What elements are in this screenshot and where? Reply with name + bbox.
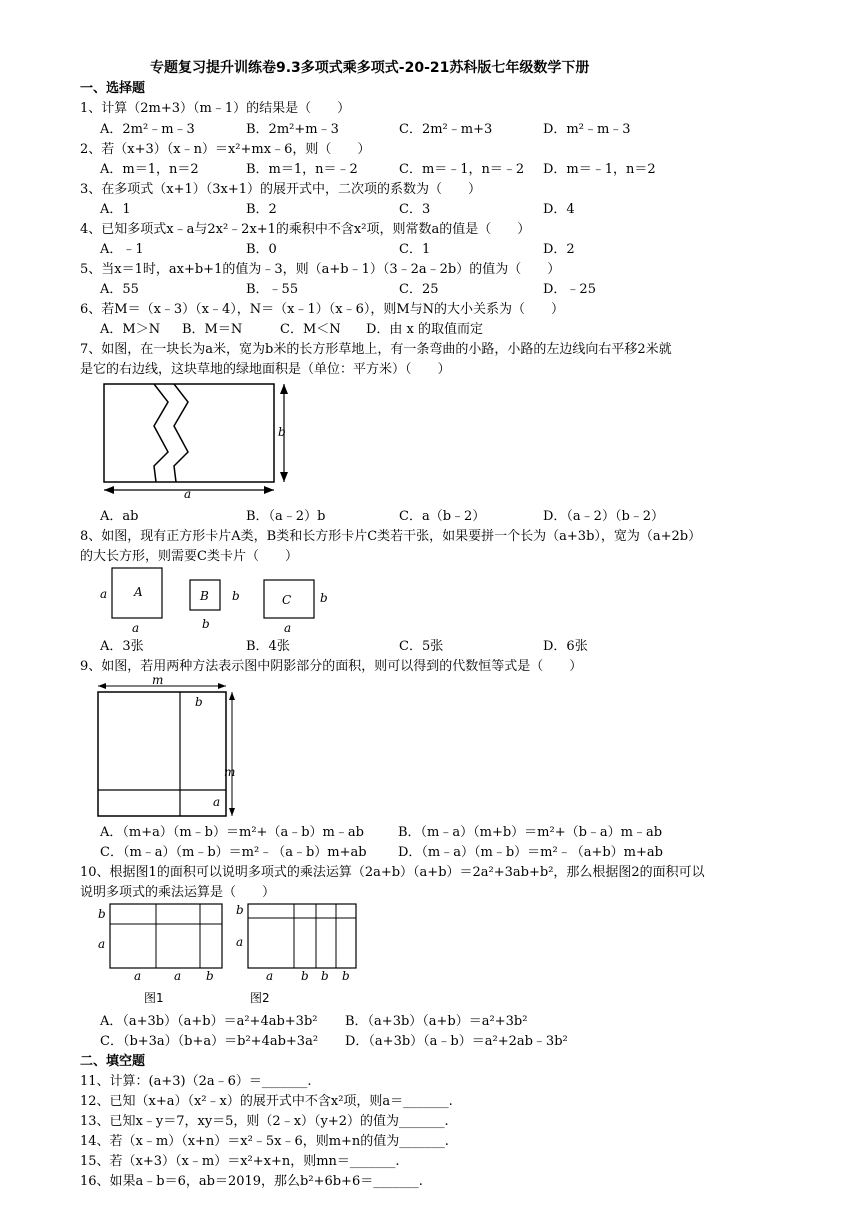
- q9-option-a: A．（m+a）（m﹣b）＝m²+（a﹣b）m﹣ab: [100, 825, 364, 840]
- q7-option-b: B．（a﹣2）b: [246, 509, 326, 524]
- q6-option-c: C．M＜N: [280, 322, 341, 337]
- q1-option-d: D．m²﹣m﹣3: [543, 122, 631, 137]
- q5-option-c: C．25: [399, 282, 439, 297]
- svg-text:a: a: [284, 621, 292, 635]
- q8-stem: 8、如图，现有正方形卡片A类，B类和长方形卡片C类若干张，如果要拼一个长为（a+3b），宽为（a+2b）: [80, 529, 702, 544]
- q9-figure: [92, 674, 242, 820]
- q7-label-b: b: [278, 425, 286, 439]
- q1-option-b: B．2m²+m﹣3: [246, 122, 339, 137]
- svg-text:b: b: [195, 695, 203, 709]
- q13: 13、已知x﹣y＝7，xy＝5，则（2﹣x）（y+2）的值为_______.: [80, 1114, 449, 1129]
- q3-option-c: C．3: [399, 202, 431, 217]
- svg-text:b: b: [236, 903, 244, 917]
- q3-option-d: D．4: [543, 202, 575, 217]
- svg-text:a: a: [266, 969, 274, 983]
- svg-text:C: C: [282, 593, 292, 607]
- q14: 14、若（x﹣m）（x+n）＝x²﹣5x﹣6，则m+n的值为_______.: [80, 1134, 449, 1149]
- q7-stem-cont: 是它的右边线，这块草地的绿地面积是（单位：平方米）（ ）: [80, 362, 451, 377]
- q2-option-c: C．m＝﹣1，n＝﹣2: [399, 162, 525, 177]
- q4-option-a: A．﹣1: [100, 242, 144, 257]
- q5-option-a: A．55: [100, 282, 139, 297]
- q7-option-c: C．a（b﹣2）: [399, 509, 486, 524]
- q10-option-c: C．（b+3a）（b+a）＝b²+4ab+3a²: [100, 1034, 319, 1049]
- q1-option-a: A．2m²﹣m﹣3: [100, 122, 195, 137]
- q10-option-d: D．（a+3b）（a﹣b）＝a²+2ab﹣3b²: [345, 1034, 568, 1049]
- svg-text:b: b: [202, 617, 210, 631]
- q3-option-a: A．1: [100, 202, 131, 217]
- svg-text:b: b: [206, 969, 214, 983]
- q8-option-d: D．6张: [543, 639, 588, 654]
- q4-stem: 4、已知多项式x﹣a与2x²﹣2x+1的乘积中不含x²项，则常数a的值是（ ）: [80, 222, 531, 237]
- svg-text:b: b: [232, 589, 240, 603]
- q4-option-b: B．0: [246, 242, 277, 257]
- svg-text:m: m: [224, 765, 236, 779]
- q8-option-b: B．4张: [246, 639, 290, 654]
- q6-stem: 6、若M＝（x﹣3）（x﹣4），N＝（x﹣1）（x﹣6），则M与N的大小关系为（ ）: [80, 302, 565, 317]
- svg-text:b: b: [98, 907, 106, 921]
- q6-option-a: A．M＞N: [100, 322, 161, 337]
- q10-option-b: B．（a+3b）（a+b）＝a²+3b²: [345, 1014, 528, 1029]
- q15: 15、若（x+3）（x﹣m）＝x²+x+n，则mn＝_______.: [80, 1154, 400, 1169]
- section-fill: 二、填空题: [80, 1054, 146, 1069]
- q10-stem: 10、根据图1的面积可以说明多项式的乘法运算（2a+b）（a+b）＝2a²+3ab+b²，那么根据图2的面积可以: [80, 865, 705, 880]
- q12: 12、已知（x+a）（x²﹣x）的展开式中不含x²项，则a＝_______.: [80, 1094, 453, 1109]
- svg-text:B: B: [200, 589, 209, 603]
- svg-text:b: b: [301, 969, 309, 983]
- q10-figure: [94, 900, 366, 1008]
- svg-text:a: a: [134, 969, 142, 983]
- svg-text:a: a: [98, 937, 106, 951]
- q8-figure: [98, 566, 338, 636]
- q7-figure: [96, 378, 306, 502]
- q6-option-b: B．M＝N: [182, 322, 243, 337]
- q7-option-d: D．（a﹣2）（b﹣2）: [543, 509, 665, 524]
- fig1-caption: 图1: [144, 991, 164, 1005]
- q4-option-d: D．2: [543, 242, 575, 257]
- q11: 11、计算：(a+3)（2a﹣6）＝_______.: [80, 1074, 312, 1089]
- svg-text:a: a: [213, 795, 221, 809]
- q8-option-c: C．5张: [399, 639, 444, 654]
- q7-stem: 7、如图，在一块长为a米，宽为b米的长方形草地上，有一条弯曲的小路，小路的左边线向右平移2米就: [80, 342, 672, 357]
- q16: 16、如果a﹣b＝6，ab＝2019，那么b²+6b+6＝_______.: [80, 1174, 423, 1189]
- q6-option-d: D．由 x 的取值而定: [366, 322, 484, 337]
- svg-text:a: a: [174, 969, 182, 983]
- svg-text:b: b: [321, 969, 329, 983]
- q1-option-c: C．2m²﹣m+3: [399, 122, 493, 137]
- svg-text:a: a: [132, 621, 140, 635]
- fig2-caption: 图2: [250, 991, 270, 1005]
- q4-option-c: C．1: [399, 242, 431, 257]
- q3-option-b: B．2: [246, 202, 277, 217]
- q2-option-b: B．m＝1，n＝﹣2: [246, 162, 358, 177]
- page-title: 专题复习提升训练卷9.3多项式乘多项式-20-21苏科版七年级数学下册: [150, 60, 590, 76]
- q1-stem: 1、计算（2m+3）（m﹣1）的结果是（ ）: [80, 101, 351, 116]
- q2-option-a: A．m＝1，n＝2: [100, 162, 199, 177]
- q7-label-a: a: [184, 487, 192, 501]
- svg-text:a: a: [236, 935, 244, 949]
- q8-stem-cont: 的大长方形，则需要C类卡片（ ）: [80, 549, 298, 564]
- section-choice: 一、选择题: [80, 81, 146, 96]
- q5-option-b: B．﹣55: [246, 282, 299, 297]
- q2-stem: 2、若（x+3）（x﹣n）＝x²+mx﹣6，则（ ）: [80, 142, 371, 157]
- q9-option-d: D．（m﹣a）（m﹣b）＝m²﹣（a+b）m+ab: [398, 845, 663, 860]
- q9-stem: 9、如图，若用两种方法表示图中阴影部分的面积，则可以得到的代数恒等式是（ ）: [80, 659, 583, 674]
- svg-text:b: b: [342, 969, 350, 983]
- q5-stem: 5、当x＝1时，ax+b+1的值为﹣3，则（a+b﹣1）（3﹣2a﹣2b）的值为（ ）: [80, 262, 561, 277]
- q7-option-a: A．ab: [100, 509, 139, 524]
- q5-option-d: D．﹣25: [543, 282, 596, 297]
- q8-option-a: A．3张: [100, 639, 144, 654]
- svg-text:m: m: [152, 674, 164, 687]
- svg-text:a: a: [100, 587, 108, 601]
- q10-option-a: A．（a+3b）（a+b）＝a²+4ab+3b²: [100, 1014, 318, 1029]
- q9-option-b: B．（m﹣a）（m+b）＝m²+（b﹣a）m﹣ab: [398, 825, 663, 840]
- svg-text:b: b: [320, 591, 328, 605]
- q9-option-c: C．（m﹣a）（m﹣b）＝m²﹣（a﹣b）m+ab: [100, 845, 367, 860]
- q2-option-d: D．m＝﹣1，n＝2: [543, 162, 656, 177]
- svg-text:A: A: [134, 585, 143, 599]
- q10-stem-cont: 说明多项式的乘法运算是（ ）: [80, 885, 276, 900]
- q3-stem: 3、在多项式（x+1）（3x+1）的展开式中，二次项的系数为（ ）: [80, 182, 482, 197]
